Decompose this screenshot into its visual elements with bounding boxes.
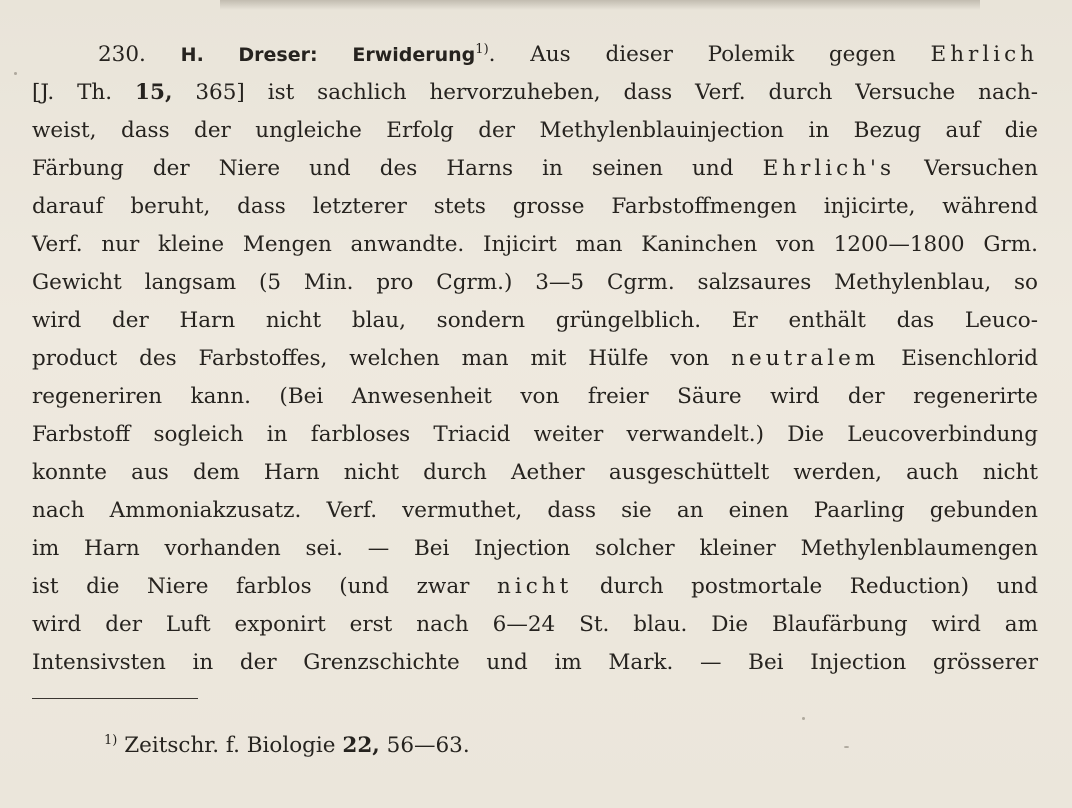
previous-page-bleed [220, 0, 980, 10]
article-line-17: Intensivsten in der Grenzschichte und im Mark. — Bei Injection grösserer [32, 650, 1038, 675]
article-line-14: im Harn vorhanden sei. — Bei Injection solcher kleiner Methylenblaumengen [32, 536, 1038, 561]
spaced-name: Ehrlich [930, 42, 1038, 67]
article-title: Erwiderung [352, 44, 476, 66]
paper-speck [14, 72, 17, 75]
article-line-10: regeneriren kann. (Bei Anwesenheit von freier Säure wird der regenerirte [32, 384, 1038, 409]
article-line-12: konnte aus dem Harn nicht durch Aether ausgeschüttelt werden, auch nicht [32, 460, 1038, 485]
spaced-emphasis: neutralem [731, 346, 880, 371]
article-line-8: wird der Harn nicht blau, sondern grüngelblich. Er enthält das Leuco- [32, 308, 1038, 333]
article-body [32, 36, 1038, 682]
article-line-6: Verf. nur kleine Mengen anwandte. Injicirt man Kaninchen von 1200—1800 Grm. [32, 232, 1038, 257]
article-line-1: 230. H. Dreser: Erwiderung$^{1)}$. Aus dieser Polemik gegen Ehrlich [98, 41, 1038, 67]
article-line-5: darauf beruht, dass letzterer stets grosse Farbstoffmengen injicirte, während [32, 194, 1038, 219]
paper-speck [802, 717, 805, 720]
article-line-2: [J. Th. 15, 365] ist sachlich hervorzuheben, dass Verf. durch Versuche nach- [32, 80, 1038, 105]
article-line-15: ist die Niere farblos (und zwar nicht durch postmortale Reduction) und [32, 574, 1038, 599]
article-line-16: wird der Luft exponirt erst nach 6—24 St. blau. Die Blaufärbung wird am [32, 612, 1038, 637]
footnote-divider [32, 698, 198, 699]
footnote-mark: 1) [104, 732, 118, 748]
article-line-3: weist, dass der ungleiche Erfolg der Methylenblauinjection in Bezug auf die [32, 118, 1038, 143]
article-number: 230. [98, 42, 146, 67]
footnote-reference: 1) [475, 41, 489, 57]
article-author: H. Dreser: [180, 44, 318, 66]
article-line-9: product des Farbstoffes, welchen man mit Hülfe von neutralem Eisenchlorid [32, 346, 1038, 371]
spaced-name: Ehrlich's [762, 156, 895, 181]
article-line-13: nach Ammoniakzusatz. Verf. vermuthet, dass sie an einen Paarling gebunden [32, 498, 1038, 523]
paper-speck [844, 746, 849, 748]
footnote-volume: 22, [342, 733, 380, 758]
article-line-11: Farbstoff sogleich in farbloses Triacid weiter verwandelt.) Die Leucoverbindung [32, 422, 1038, 447]
footnote: $^{1)}$ Zeitschr. f. Biologie 22, 56—63. [104, 732, 470, 758]
article-line-7: Gewicht langsam (5 Min. pro Cgrm.) 3—5 Cgrm. salzsaures Methylenblau, so [32, 270, 1038, 295]
spaced-emphasis: nicht [496, 574, 573, 599]
article-line-4: Färbung der Niere und des Harns in seinen und Ehrlich's Versuchen [32, 156, 1038, 181]
